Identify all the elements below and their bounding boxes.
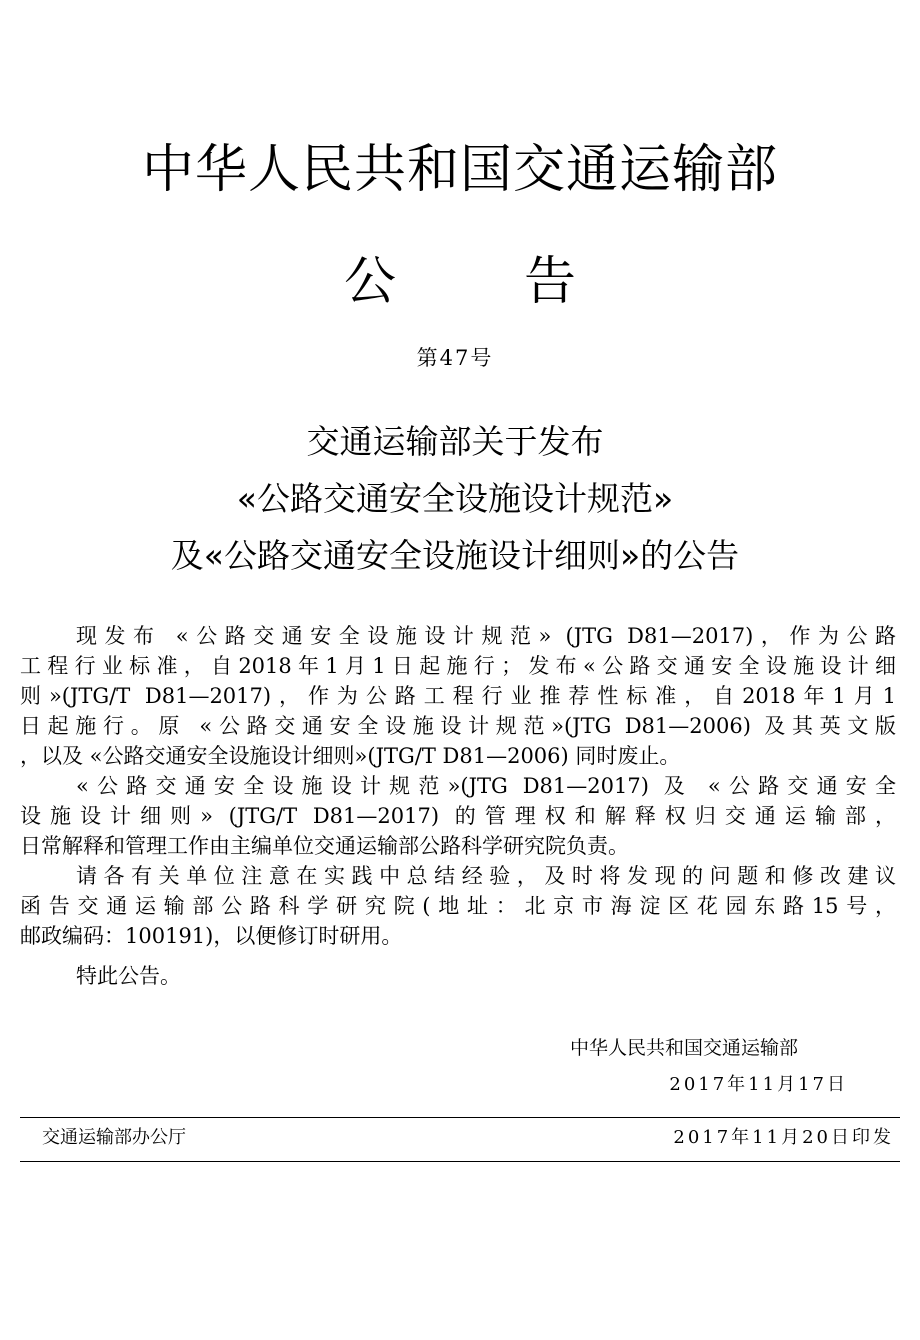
issuing-authority-title: 中华人民共和国交通运输部 bbox=[141, 140, 778, 200]
body-line-5: ，以及 «公路交通安全设施设计细则»(JTG/T D81—2006) 同时废止。 bbox=[20, 744, 681, 768]
signature-organization: 中华人民共和国交通运输部 bbox=[570, 1037, 799, 1059]
body-line-7: 设施设计细则» (JTG/T D81—2017) 的管理权和解释权归交通运输部， bbox=[20, 804, 896, 828]
body-line-9: 请各有关单位注意在实践中总结经验，及时将发现的问题和修改建议 bbox=[76, 864, 896, 888]
issue-number: 第47号 bbox=[416, 346, 494, 370]
document-title-line-1: 交通运输部关于发布 bbox=[306, 422, 604, 461]
document-title-line-3: 及«公路交通安全设施设计细则»的公告 bbox=[170, 536, 740, 575]
document-title-line-2: «公路交通安全设施设计规范» bbox=[236, 479, 674, 518]
footer-print-date: 2017年11月20日印发 bbox=[673, 1127, 894, 1148]
body-line-3: 则»(JTG/T D81—2017)，作为公路工程行业推荐性标准，自2018年1月1 bbox=[20, 684, 896, 708]
body-line-4: 日起施行。原 «公路交通安全设施设计规范»(JTG D81—2006) 及其英文版 bbox=[20, 714, 896, 738]
body-line-2: 工程行业标准，自2018年1月1日起施行；发布«公路交通安全设施设计细 bbox=[20, 654, 896, 678]
body-line-1: 现发布 «公路交通安全设施设计规范» (JTG D81—2017)，作为公路 bbox=[76, 624, 896, 648]
notice-heading bbox=[0, 250, 920, 314]
notice-char-gong: 公 bbox=[343, 252, 396, 312]
body-line-8: 日常解释和管理工作由主编单位交通运输部公路科学研究院负责。 bbox=[20, 834, 629, 858]
body-line-6: «公路交通安全设施设计规范»(JTG D81—2017) 及 «公路交通安全 bbox=[76, 774, 896, 798]
closing-statement: 特此公告。 bbox=[76, 964, 181, 988]
signature-date: 2017年11月17日 bbox=[669, 1074, 848, 1095]
notice-body bbox=[20, 621, 896, 951]
footer-issuing-office: 交通运输部办公厅 bbox=[42, 1127, 186, 1148]
notice-char-gao: 告 bbox=[524, 252, 577, 312]
footer-rule-bottom bbox=[20, 1161, 900, 1162]
body-line-10: 函告交通运输部公路科学研究院(地址：北京市海淀区花园东路15号， bbox=[20, 894, 896, 918]
body-line-11: 邮政编码：100191)，以便修订时研用。 bbox=[20, 924, 403, 948]
footer-rule-top bbox=[20, 1117, 900, 1118]
